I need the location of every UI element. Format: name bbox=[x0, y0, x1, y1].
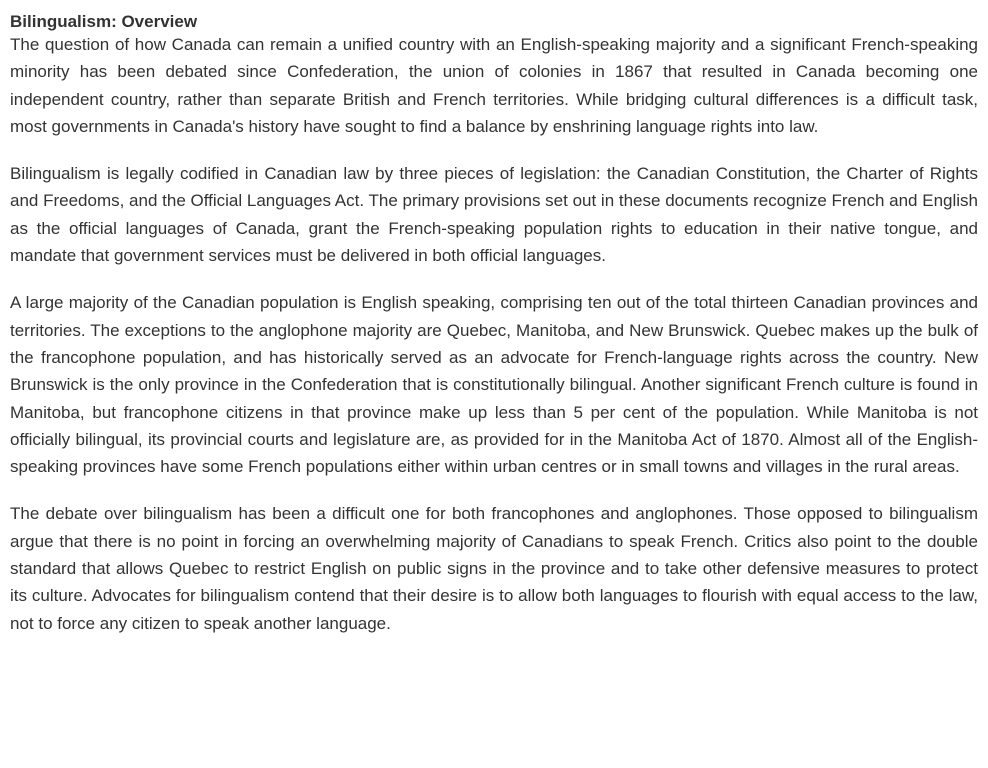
article-title: Bilingualism: Overview bbox=[10, 12, 198, 31]
paragraph-confederation: The question of how Canada can remain a unified country with an English-speaking majority and a significant French-speaking minority has been debated since Confederation, the union of colonies in 1867 that resulted in Canada becoming one independent country, rather than separate British and French territories. While bridging cultural differences is a difficult task, most governments in Canada's history have sought to find a balance by enshrining language rights into law. bbox=[10, 35, 978, 136]
paragraph-debate: The debate over bilingualism has been a difficult one for both francophones and anglophones. Those opposed to bilingualism argue that there is no point in forcing an overwhelming majority of Canadians to speak French. Critics also point to the double standard that allows Quebec to restrict English on public signs in the province and to take other defensive measures to protect its culture. Advocates for bilingualism contend that their desire is to allow both languages to flourish with equal access to the law, not to force any citizen to speak another language. bbox=[10, 504, 978, 633]
paragraph-legislation: Bilingualism is legally codified in Canadian law by three pieces of legislation: the Canadian Constitution, the Charter of Rights and Freedoms, and the Official Languages Act. The primary provisions set out in these documents recognize French and English as the official languages of Canada, grant the French-speaking population rights to education in their native tongue, and mandate that government services must be delivered in both official languages. bbox=[10, 164, 978, 266]
paragraph-population: A large majority of the Canadian population is English speaking, comprising ten out of the total thirteen Canadian provinces and territories. The exceptions to the anglophone majority are Quebec, Manitoba, and New Brunswick. Quebec makes up the bulk of the francophone population, and has historically served as an advocate for French-language rights across the country. New Brunswick is the only province in the Confederation that is constitutionally bilingual. Another significant French culture is found in Manitoba, but francophone citizens in that province make up less than 5 per cent of the population. While Manitoba is not officially bilingual, its provincial courts and legislature are, as provided for in the Manitoba Act of 1870. Almost all of the English-speaking provinces have some French populations either within urban centres or in small towns and villages in the rural areas. bbox=[10, 293, 978, 477]
